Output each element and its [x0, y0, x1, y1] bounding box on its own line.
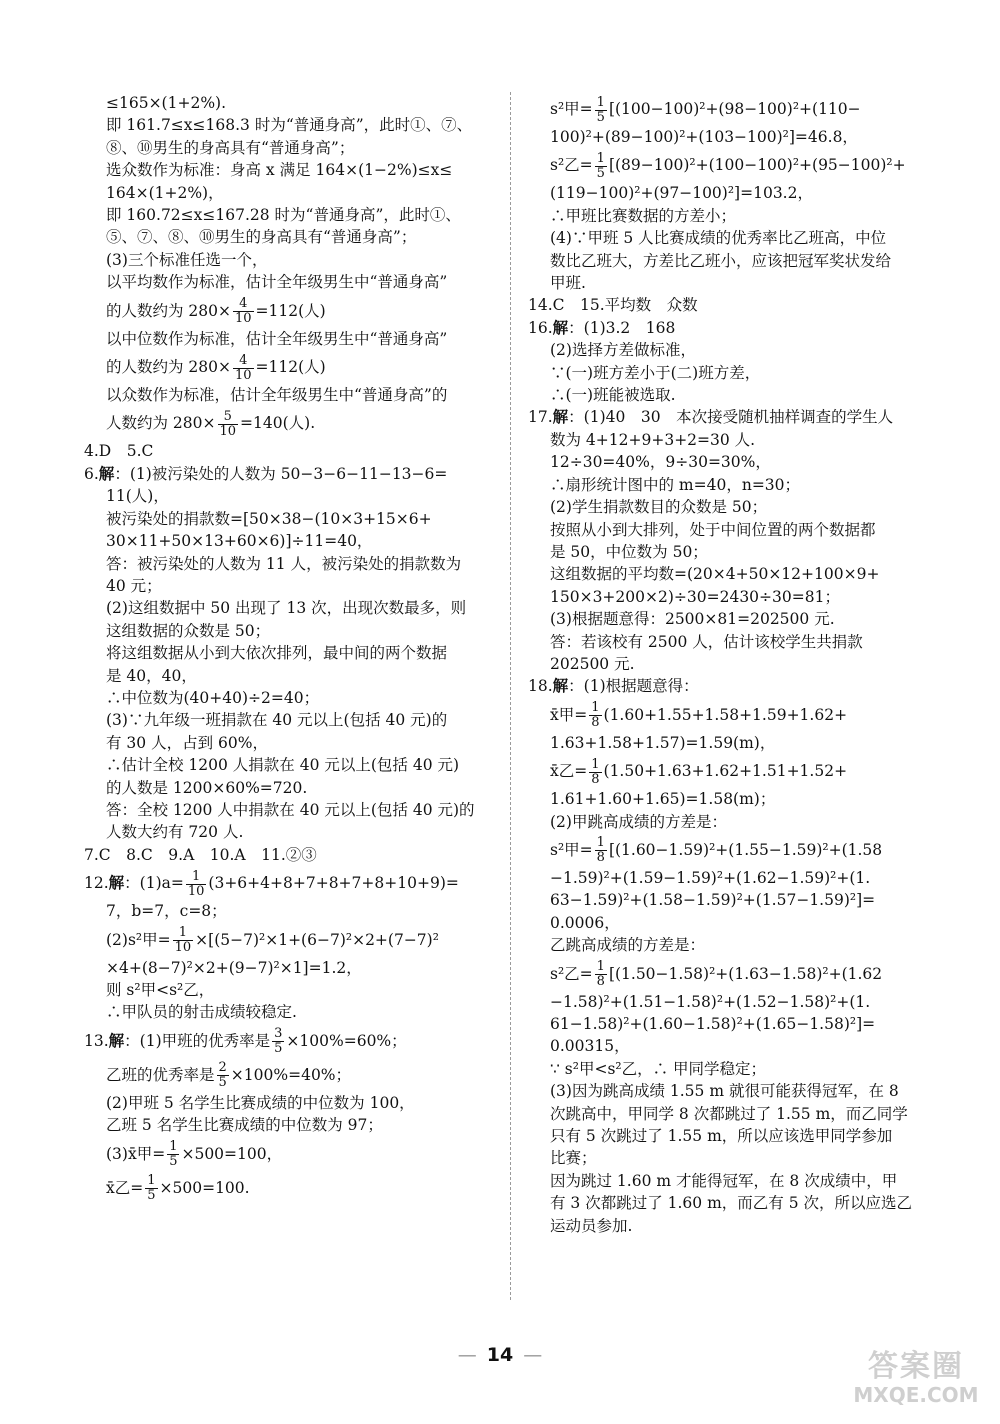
text-line: (4)∵甲班 5 人比赛成绩的优秀率比乙班高，中位: [550, 229, 887, 248]
text-line: ∴扇形统计图中的 m=40，n=30；: [550, 475, 801, 494]
fraction: $\frac{1}{5}$: [147, 1173, 156, 1204]
text-line: 1.61+1.60+1.65)=1.58(m)；: [550, 790, 776, 809]
text-line: 答：被污染处的人数为 11 人，被污染处的捐款数为: [106, 554, 462, 573]
text-line: 202500 元.: [550, 654, 635, 673]
text-line: 这组数据的众数是 50；: [106, 621, 271, 640]
text-line-fraction: 人数约为 280× $\frac{5}{10}$ =140(人).: [106, 408, 316, 439]
text-line-fraction: 的人数约为 280× $\frac{4}{10}$ =112(人): [106, 296, 326, 327]
text-line: 甲班.: [550, 274, 586, 293]
text-line: ∴(一)班能被选取.: [550, 386, 676, 405]
watermark-logo: 答案圈 MXQE.COM: [853, 1349, 979, 1407]
page-number: — 14 —: [457, 1344, 543, 1366]
text-line: (2)这组数据中 50 出现了 13 次，出现次数最多，则: [106, 599, 467, 618]
fraction: $\frac{2}{5}$: [218, 1060, 227, 1091]
text-line: 12÷30=40%，9÷30=30%，: [550, 453, 771, 472]
column-divider: [510, 92, 511, 1300]
text-line: ∴甲队员的射击成绩较稳定.: [106, 1003, 297, 1022]
text-line: 40 元；: [106, 576, 162, 595]
text-line: 11(人)，: [106, 487, 169, 506]
text-line: 164×(1+2%)，: [106, 183, 224, 202]
question-17-header: 17.解：(1)40 30 本次接受随机抽样调查的学生人: [528, 408, 894, 427]
text-line: 是 50，中位数为 50；: [550, 542, 708, 561]
fraction: $\frac{4}{10}$: [235, 296, 252, 327]
solution-label: 解: [108, 874, 125, 893]
text-line: 61−1.58)²+(1.60−1.58)²+(1.65−1.58)²]=: [550, 1015, 876, 1033]
text-line: 是 40，40，: [106, 666, 197, 685]
fraction: $\frac{1}{10}$: [174, 925, 192, 956]
text-line: 即 161.7≤x≤168.3 时为“普通身高”，此时①、⑦、: [106, 116, 473, 135]
text-line: ⑤、⑦、⑧、⑩男生的身高具有“普通身高”；: [106, 228, 417, 247]
question-12-header: 12.解：(1)a= $\frac{1}{10}$ (3+6+4+8+7+8+7+8+10+9)=: [84, 868, 459, 899]
fraction: $\frac{1}{5}$: [596, 94, 605, 125]
text-line-fraction: x̄甲= $\frac{1}{8}$ (1.60+1.55+1.58+1.59+1.62+: [550, 700, 848, 731]
text-line: ∴中位数为(40+40)÷2=40；: [106, 688, 320, 707]
answer-line: 7.C 8.C 9.A 10.A 11.②③: [84, 845, 317, 864]
text-line: (3)∵九年级一班捐款在 40 元以上(包括 40 元)的: [106, 711, 448, 730]
answer-line: 14.C 15.平均数 众数: [528, 296, 698, 315]
text-line: −1.58)²+(1.51−1.58)²+(1.52−1.58)²+(1.: [550, 992, 871, 1011]
text-line-fraction: (2)s²甲= $\frac{1}{10}$ ×[(5−7)²×1+(6−7)²×2+(7−7)²: [106, 925, 439, 956]
text-line: 只有 5 次跳过了 1.55 m，所以应该选甲同学参加: [550, 1127, 893, 1146]
text-line: 有 3 次都跳过了 1.60 m，而乙有 5 次，所以应选乙: [550, 1194, 912, 1213]
question-16-header: 16.解：(1)3.2 168: [528, 318, 676, 337]
text-line: 按照从小到大排列，处于中间位置的两个数据都: [550, 520, 876, 539]
text-line: 数为 4+12+9+3+2=30 人.: [550, 430, 756, 449]
solution-label: 解: [552, 318, 569, 337]
fraction: $\frac{4}{10}$: [235, 352, 252, 383]
text-line: ∵(一)班方差小于(二)班方差，: [550, 363, 761, 382]
solution-label: 解: [552, 408, 569, 427]
text-line: (2)选择方差做标准，: [550, 341, 696, 360]
text-line: (3)根据题意得：2500×81=202500 元.: [550, 610, 835, 629]
left-column: [84, 92, 496, 1205]
text-line: (3)因为跳高成绩 1.55 m 就很可能获得冠军，在 8: [550, 1082, 899, 1101]
text-line: 答：全校 1200 人中捐款在 40 元以上(包括 40 元)的: [106, 800, 475, 819]
question-18-header: 18.解：(1)根据题意得：: [528, 677, 699, 696]
text-line: ≤165×(1+2%).: [106, 94, 227, 112]
solution-label: 解: [98, 464, 115, 483]
solution-label: 解: [108, 1031, 125, 1050]
fraction: $\frac{1}{5}$: [169, 1139, 178, 1170]
text-line: 以众数作为标准，估计全年级男生中“普通身高”的: [106, 386, 448, 405]
answer-line: 4.D 5.C: [84, 442, 154, 461]
text-line: 乙班 5 名学生比赛成绩的中位数为 97；: [106, 1116, 383, 1135]
text-line-fraction: 乙班的优秀率是 $\frac{2}{5}$ ×100%=40%；: [106, 1060, 352, 1091]
right-column: [528, 92, 936, 1237]
text-line: 次跳高中，甲同学 8 次都跳过了 1.55 m，而乙同学: [550, 1104, 908, 1123]
fraction: $\frac{1}{10}$: [187, 868, 205, 899]
text-line-fraction: (3)x̄甲= $\frac{1}{5}$ ×500=100，: [106, 1139, 283, 1170]
text-line: 7，b=7，c=8；: [106, 902, 227, 921]
text-line-fraction: 的人数约为 280× $\frac{4}{10}$ =112(人): [106, 352, 326, 383]
text-line: ∴甲班比赛数据的方差小；: [550, 206, 737, 225]
fraction: $\frac{1}{5}$: [596, 150, 605, 181]
text-line: 被污染处的捐款数=[50×38−(10×3+15×6+: [106, 509, 432, 528]
question-6-header: 6.解：(1)被污染处的人数为 50−3−6−11−13−6=: [84, 464, 448, 483]
text-line-fraction: x̄乙= $\frac{1}{8}$ (1.50+1.63+1.62+1.51+1.52+: [550, 756, 848, 787]
text-line: (2)甲班 5 名学生比赛成绩的中位数为 100，: [106, 1093, 415, 1112]
text-line: 运动员参加.: [550, 1216, 633, 1235]
text-line: ⑧、⑩男生的身高具有“普通身高”；: [106, 138, 355, 157]
text-line: (3)三个标准任选一个，: [106, 250, 268, 269]
text-line: 150×3+200×2)÷30=2430÷30=81；: [550, 587, 840, 606]
text-line: 选众数作为标准：身高 x 满足 164×(1−2%)≤x≤: [106, 161, 453, 180]
fraction: $\frac{3}{5}$: [274, 1026, 283, 1057]
text-line: −1.59)²+(1.59−1.59)²+(1.62−1.59)²+(1.: [550, 868, 871, 887]
text-line: 63−1.59)²+(1.58−1.59)²+(1.57−1.59)²]=: [550, 891, 876, 910]
fraction: $\frac{1}{8}$: [596, 959, 605, 990]
text-line: 这组数据的平均数=(20×4+50×12+100×9+: [550, 565, 880, 584]
text-line: 将这组数据从小到大依次排列，最中间的两个数据: [106, 644, 448, 663]
text-line: 乙跳高成绩的方差是：: [550, 936, 706, 955]
question-13-header: 13.解：(1)甲班的优秀率是 $\frac{3}{5}$ ×100%=60%；: [84, 1026, 407, 1057]
text-line: 以中位数作为标准，估计全年级男生中“普通身高”: [106, 329, 448, 348]
text-line: 人数大约有 720 人.: [106, 823, 244, 842]
text-line: ×4+(8−7)²×2+(9−7)²×1]=1.2，: [106, 958, 362, 977]
text-line: 比赛；: [550, 1149, 597, 1168]
text-line-fraction: s²甲= $\frac{1}{5}$ [(100−100)²+(98−100)²+(110−: [550, 94, 861, 125]
text-line: 以平均数作为标准，估计全年级男生中“普通身高”: [106, 273, 448, 292]
text-line-fraction: s²乙= $\frac{1}{5}$ [(89−100)²+(100−100)²+(95−100)²+: [550, 150, 906, 181]
text-line-fraction: s²甲= $\frac{1}{8}$ [(1.60−1.59)²+(1.55−1.59)²+(1.58: [550, 835, 883, 866]
text-line: 30×11+50×13+60×6)]÷11=40，: [106, 532, 373, 551]
text-line: ∵ s²甲<s²乙，∴ 甲同学稳定；: [550, 1059, 767, 1078]
text-line: 即 160.72≤x≤167.28 时为“普通身高”，此时①、: [106, 206, 461, 225]
text-line: (2)学生捐款数目的众数是 50；: [550, 498, 768, 517]
text-line: 则 s²甲<s²乙，: [106, 981, 215, 999]
text-line: 1.63+1.58+1.57)=1.59(m)，: [550, 733, 776, 752]
text-line: 答：若该校有 2500 人，估计该校学生共捐款: [550, 632, 863, 651]
text-line: 数比乙班大，方差比乙班小，应该把冠军奖状发给: [550, 251, 892, 270]
text-line: 100)²+(89−100)²+(103−100)²]=46.8，: [550, 128, 858, 146]
text-line: (119−100)²+(97−100)²]=103.2，: [550, 184, 813, 203]
text-line: 有 30 人，占到 60%，: [106, 733, 268, 752]
fraction: $\frac{1}{8}$: [591, 756, 600, 787]
text-line: 0.00315，: [550, 1037, 630, 1056]
fraction: $\frac{1}{8}$: [596, 835, 605, 866]
fraction: $\frac{1}{8}$: [591, 700, 600, 731]
text-line: 的人数是 1200×60%=720.: [106, 778, 308, 797]
text-line: 0.0006，: [550, 913, 620, 932]
text-line: ∴估计全校 1200 人捐款在 40 元以上(包括 40 元): [106, 756, 460, 775]
fraction: $\frac{5}{10}$: [219, 408, 237, 439]
text-line: (2)甲跳高成绩的方差是：: [550, 812, 727, 831]
text-line-fraction: x̄乙= $\frac{1}{5}$ ×500=100.: [106, 1173, 250, 1204]
solution-label: 解: [552, 677, 569, 696]
text-line: 因为跳过 1.60 m 才能得冠军，在 8 次成绩中，甲: [550, 1171, 898, 1190]
text-line-fraction: s²乙= $\frac{1}{8}$ [(1.50−1.58)²+(1.63−1.58)²+(1.62: [550, 959, 883, 990]
